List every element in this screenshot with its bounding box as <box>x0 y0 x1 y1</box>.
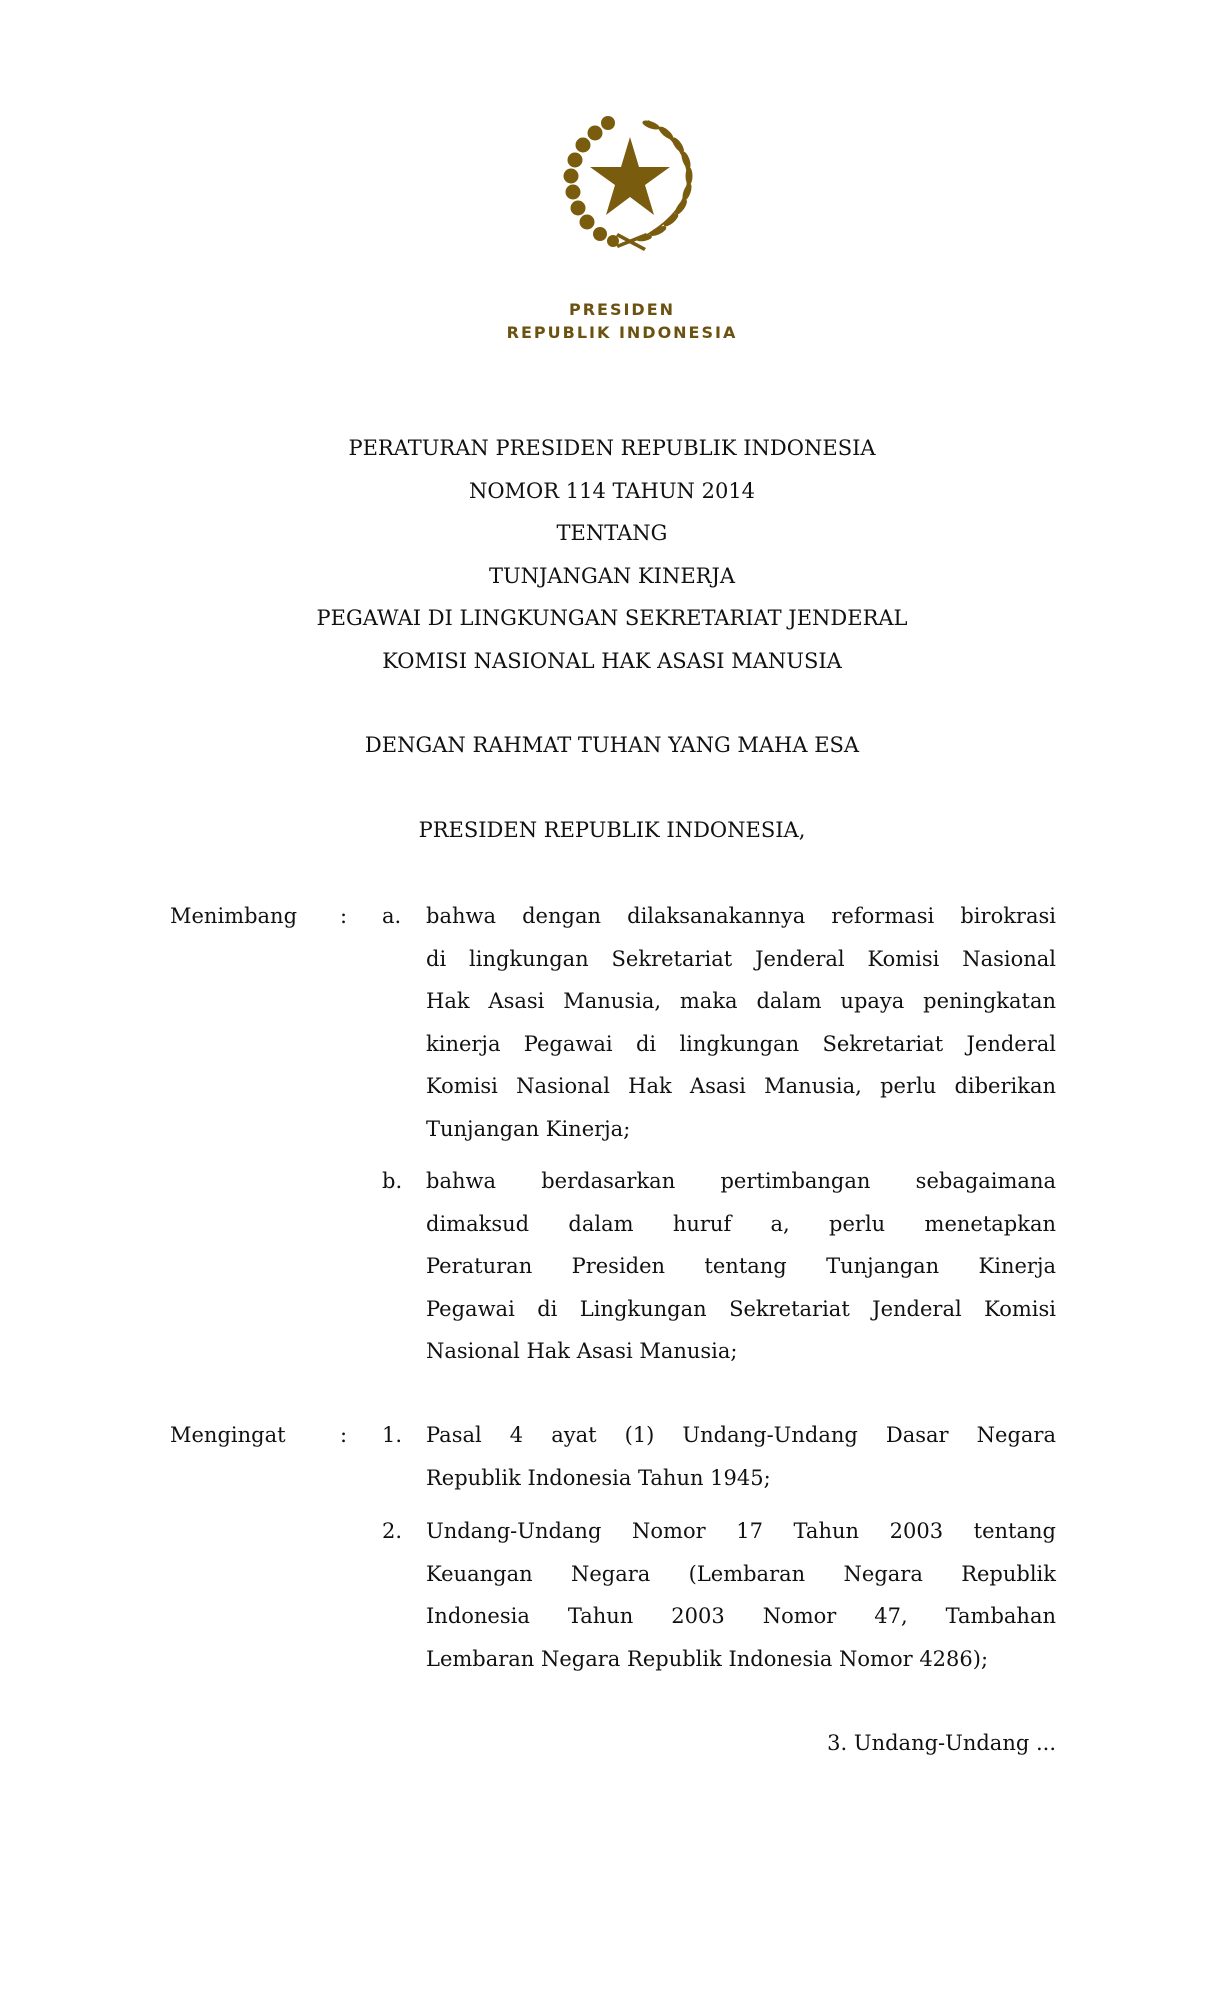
item-mark: 2. <box>382 1519 403 1543</box>
letterhead-republic: REPUBLIK INDONESIA <box>506 323 738 342</box>
text-line: dimaksud dalam huruf a, perlu menetapkan <box>426 1211 1056 1236</box>
text-line: Republik Indonesia Tahun 1945; <box>426 1465 771 1490</box>
mengingat-item-2 <box>426 1510 1056 1680</box>
text-line: Pasal 4 ayat (1) Undang-Undang Dasar Negara <box>426 1423 1056 1447</box>
text-line: di lingkungan Sekretariat Jenderal Komisi Nasional <box>426 946 1056 971</box>
text-line: Indonesia Tahun 2003 Nomor 47, Tambahan <box>426 1604 1056 1628</box>
regulation-title <box>0 427 1224 682</box>
page-continuation: 3. Undang-Undang ... <box>827 1731 1056 1755</box>
text-line: Hak Asasi Manusia, maka dalam upaya peningkatan <box>426 989 1056 1013</box>
menimbang-colon: : <box>340 904 348 928</box>
title-line: KOMISI NASIONAL HAK ASASI MANUSIA <box>382 648 842 673</box>
title-line: PEGAWAI DI LINGKUNGAN SEKRETARIAT JENDERAL <box>316 606 908 630</box>
letterhead-president: PRESIDEN <box>568 300 676 319</box>
title-line: TUNJANGAN KINERJA <box>488 563 736 588</box>
menimbang-label: Menimbang <box>170 904 298 928</box>
text-line: Komisi Nasional Hak Asasi Manusia, perlu diberikan <box>426 1074 1056 1098</box>
presidential-emblem-icon <box>548 105 713 265</box>
text-line: Lembaran Negara Republik Indonesia Nomor 4286); <box>426 1646 989 1671</box>
menimbang-item-a <box>426 895 1056 1150</box>
text-line: kinerja Pegawai di lingkungan Sekretariat Jenderal <box>426 1031 1056 1056</box>
text-line: Undang-Undang Nomor 17 Tahun 2003 tentang <box>426 1519 1056 1543</box>
president-heading: PRESIDEN REPUBLIK INDONESIA, <box>418 818 806 842</box>
text-line: bahwa berdasarkan pertimbangan sebagaimana <box>426 1169 1056 1193</box>
menimbang-item-b <box>426 1160 1056 1373</box>
item-mark: 1. <box>382 1423 403 1447</box>
mengingat-colon: : <box>340 1423 348 1447</box>
invocation: DENGAN RAHMAT TUHAN YANG MAHA ESA <box>364 733 860 757</box>
title-line: PERATURAN PRESIDEN REPUBLIK INDONESIA <box>348 436 876 460</box>
item-mark: b. <box>382 1169 403 1193</box>
text-line: Pegawai di Lingkungan Sekretariat Jenderal Komisi <box>426 1296 1056 1321</box>
text-line: Peraturan Presiden tentang Tunjangan Kinerja <box>426 1254 1056 1278</box>
title-line: TENTANG <box>556 521 668 545</box>
text-line: bahwa dengan dilaksanakannya reformasi birokrasi <box>426 904 1056 928</box>
title-number: NOMOR 114 TAHUN 2014 <box>468 478 756 503</box>
item-mark: a. <box>382 904 402 928</box>
text-line: Tunjangan Kinerja; <box>426 1116 631 1141</box>
text-line: Keuangan Negara (Lembaran Negara Republik <box>426 1561 1056 1586</box>
mengingat-label: Mengingat <box>170 1423 286 1447</box>
mengingat-item-1 <box>426 1414 1056 1499</box>
text-line: Nasional Hak Asasi Manusia; <box>426 1339 738 1363</box>
